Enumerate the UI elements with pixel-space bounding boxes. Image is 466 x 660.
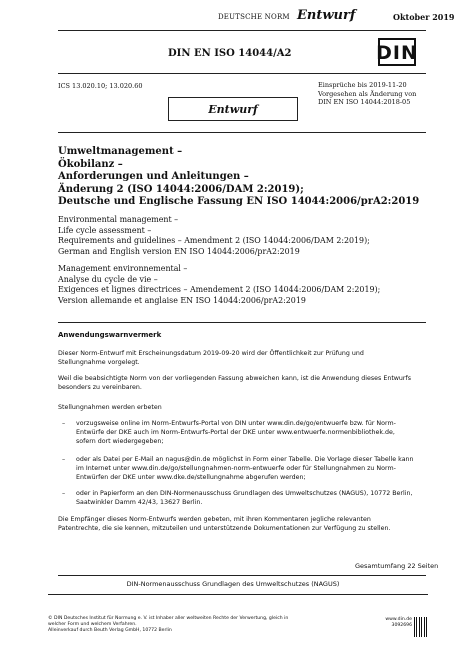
title-english: [58, 215, 430, 257]
list-item-text: [76, 490, 413, 508]
dash-bullet: –: [62, 420, 66, 427]
footer-line: Alleinverkauf durch Beuth Verlag GmbH, 10772 Berlin: [48, 628, 172, 633]
document-number: DIN EN ISO 14044/A2: [168, 48, 292, 59]
text-line: Dieser Norm-Entwurf mit Erscheinungsdatum 2019-09-20 wird der Öffentlichkeit zur Prüfung und: [58, 350, 364, 357]
header-norm-label: DEUTSCHE NORM: [218, 13, 290, 21]
footer-right: [352, 617, 412, 629]
total-pages: Gesamtumfang 22 Seiten: [355, 562, 439, 570]
title-german: [58, 146, 430, 209]
text-line: oder in Papierform an den DIN-Normenausschuss Grundlagen des Umweltschutzes (NAGUS), 10772 Berlin,: [76, 490, 413, 497]
text-line: oder als Datei per E-Mail an nagus@din.de möglichst in Form einer Tabelle. Die Vorlage dieser Tabelle kann: [76, 456, 414, 463]
title-line: Life cycle assessment –: [58, 225, 152, 235]
divider: [58, 30, 426, 31]
comment-deadline: [318, 81, 428, 107]
title-line: Exigences et lignes directrices – Amendement 2 (ISO 14044:2006/DAM 2:2019);: [58, 285, 381, 295]
divider: [58, 73, 426, 74]
text-line: besonders zu vereinbaren.: [58, 383, 142, 391]
text-line: Weil die beabsichtigte Norm von der vorliegenden Fassung abweichen kann, ist die Anwendung dieses Entwurfs: [58, 375, 412, 382]
title-line: Environmental management –: [58, 215, 179, 224]
list-item: [62, 456, 432, 482]
website-link[interactable]: www.din.de: [385, 617, 412, 622]
text-line: Entwürfen der DKE unter www.dke.de/stellungnahme abgerufen werden;: [76, 473, 306, 481]
comment-deadline-line: Einsprüche bis 2019-11-20: [318, 81, 407, 89]
entwurf-box: Entwurf: [168, 97, 298, 121]
title-line: Umweltmanagement –: [58, 146, 183, 157]
title-line: Deutsche und Englische Fassung EN ISO 14044:2006/prA2:2019: [58, 196, 420, 208]
warning-paragraph: [58, 375, 430, 393]
divider: [58, 575, 426, 576]
document-id: 3092696: [391, 623, 412, 628]
warning-paragraph: [58, 350, 430, 368]
text-line: im Internet unter www.din.de/go/stellungnahmen-norm-entwuerfe oder für Stellungnahmen zu Norm-: [76, 464, 396, 472]
list-item-text: [76, 420, 396, 446]
copyright-footer: [48, 616, 308, 634]
title-line: Ökobilanz –: [58, 158, 123, 170]
text-line: Entwürfe der DKE auch im Norm-Entwurfs-Portal der DKE unter www.entwuerfe.normenbibliothek.de,: [76, 428, 395, 436]
title-line: Version allemande et anglaise EN ISO 14044:2006/prA2:2019: [58, 295, 306, 305]
warning-paragraph: [58, 516, 430, 534]
text-line: Patentrechte, die sie kennen, mitzuteilen und unterstützende Dokumentationen zur Verfügung zu stellen.: [58, 524, 391, 532]
header-date: Oktober 2019: [393, 12, 455, 22]
title-line: Requirements and guidelines – Amendment 2 (ISO 14044:2006/DAM 2:2019);: [58, 236, 370, 246]
footer-line: © DIN Deutsches Institut für Normung e. V. ist Inhaber aller weltweiten Rechte der Verwertung, gleich in: [48, 616, 289, 621]
warning-paragraph: Stellungnahmen werden erbeten: [58, 404, 162, 411]
text-line: Saatwinkler Damm 42/43, 13627 Berlin.: [76, 498, 203, 506]
title-line: Management environnemental –: [58, 264, 188, 273]
title-line: Änderung 2 (ISO 14044:2006/DAM 2:2019);: [58, 183, 304, 195]
dash-bullet: –: [62, 490, 66, 497]
text-line: Stellungnahme vorgelegt.: [58, 358, 140, 366]
title-french: [58, 264, 430, 306]
divider: [48, 594, 428, 595]
text-line: vorzugsweise online im Norm-Entwurfs-Portal von DIN unter www.din.de/go/entwuerfe bzw. für Norm-: [76, 420, 396, 427]
text-line: Die Empfänger dieses Norm-Entwurfs werden gebeten, mit ihren Kommentaren jegliche relevanten: [58, 516, 371, 523]
dash-bullet: –: [62, 456, 66, 463]
header-entwurf-label: Entwurf: [297, 8, 356, 23]
title-line: Anforderungen und Anleitungen –: [58, 171, 249, 183]
divider: [58, 322, 426, 323]
barcode-icon: [414, 617, 428, 637]
din-logo: DIN: [378, 38, 416, 66]
committee-name: DIN-Normenausschuss Grundlagen des Umweltschutzes (NAGUS): [126, 580, 340, 588]
footer-line: welcher Form und welchem Verfahren.: [48, 622, 137, 627]
list-item: [62, 420, 432, 446]
divider: [58, 132, 426, 133]
title-line: Analyse du cycle de vie –: [58, 274, 158, 284]
list-item-text: [76, 456, 414, 482]
comment-deadline-line: DIN EN ISO 14044:2018-05: [318, 98, 411, 106]
warning-heading: Anwendungswarnvermerk: [58, 331, 162, 339]
title-line: German and English version EN ISO 14044:2006/prA2:2019: [58, 246, 300, 256]
list-item: [62, 490, 432, 508]
ics-code: ICS 13.020.10; 13.020.60: [58, 82, 143, 90]
text-line: sofern dort wiedergegeben;: [76, 437, 164, 445]
comment-deadline-line: Vorgesehen als Änderung von: [318, 89, 417, 98]
